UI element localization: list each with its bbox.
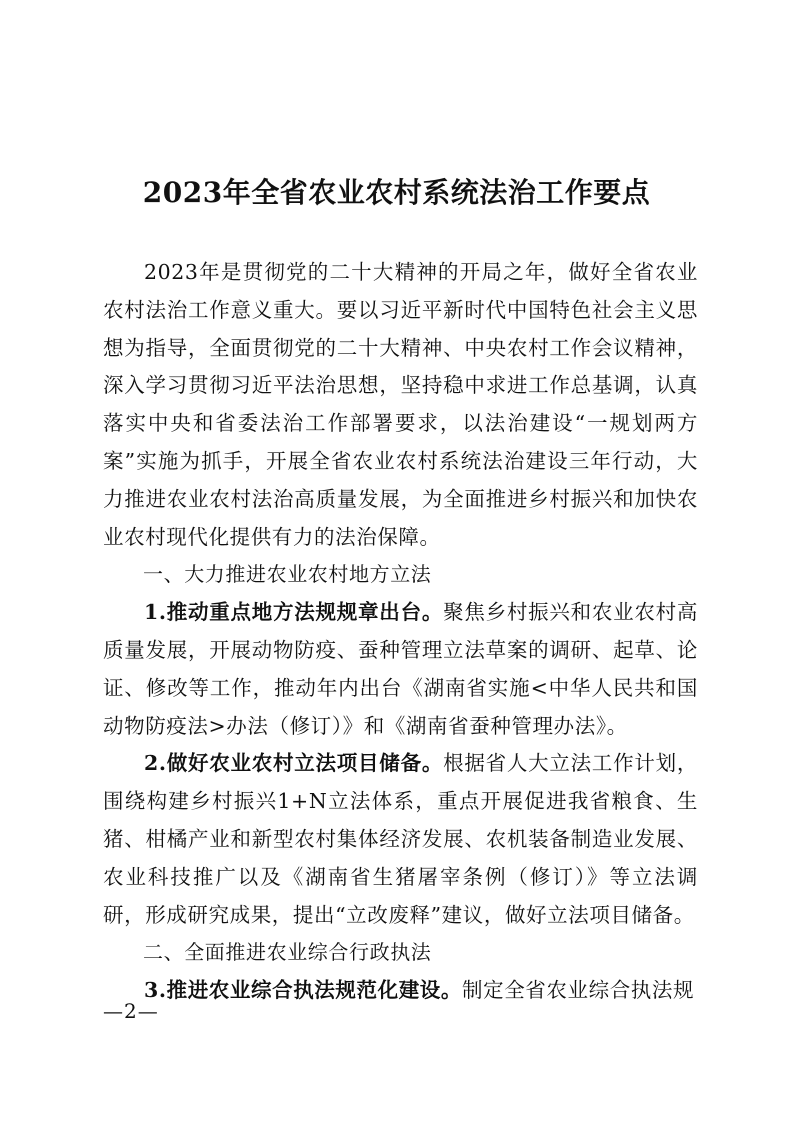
- section-heading-1: 一、大力推进农业农村地方立法: [143, 562, 432, 587]
- section-heading-2: 二、全面推进农业综合行政执法: [143, 940, 432, 965]
- page-number: —2—: [103, 999, 159, 1023]
- item-lead-1: 1.推动重点地方法规规章出台。: [144, 600, 444, 625]
- item-paragraph-3: [103, 972, 698, 1010]
- item-lead-2: 2.做好农业农村立法项目储备。: [144, 751, 444, 776]
- item-text-2: 根据省人大立法工作计划，围绕构建乡村振兴1+N立法体系，重点开展促进我省粮食、生猪、柑橘产业和新型农村集体经济发展、农机装备制造业发展、农业科技推广以及《湖南省生猪屠宰条例（修订）》等立法调研，形成研究成果，提出“立改废释”建议，做好立法项目储备。: [103, 751, 699, 927]
- document-body: [103, 254, 698, 1010]
- item-text-1: 聚焦乡村振兴和农业农村高质量发展，开展动物防疫、蚕种管理立法草案的调研、起草、论证、修改等工作，推动年内出台《湖南省实施<中华人民共和国动物防疫法>办法（修订）》和《湖南省蚕种管理办法》。: [103, 600, 699, 738]
- item-paragraph-2: [103, 745, 698, 934]
- item-lead-3: 3.推进农业综合执法规范化建设。: [144, 978, 462, 1003]
- document-title: 2023年全省农业农村系统法治工作要点: [142, 176, 651, 209]
- item-text-3: 制定全省农业综合执法规: [462, 978, 695, 1003]
- intro-paragraph: 2023年是贯彻党的二十大精神的开局之年，做好全省农业农村法治工作意义重大。要以习近平新时代中国特色社会主义思想为指导，全面贯彻党的二十大精神、中央农村工作会议精神，深入学习贯彻习近平法治思想，坚持稳中求进工作总基调，认真落实中央和省委法治工作部署要求，以法治建设“一规划两方案”实施为抓手，开展全省农业农村系统法治建设三年行动，大力推进农业农村法治高质量发展，为全面推进乡村振兴和加快农业农村现代化提供有力的法治保障。: [103, 260, 698, 549]
- item-paragraph-1: [103, 594, 698, 745]
